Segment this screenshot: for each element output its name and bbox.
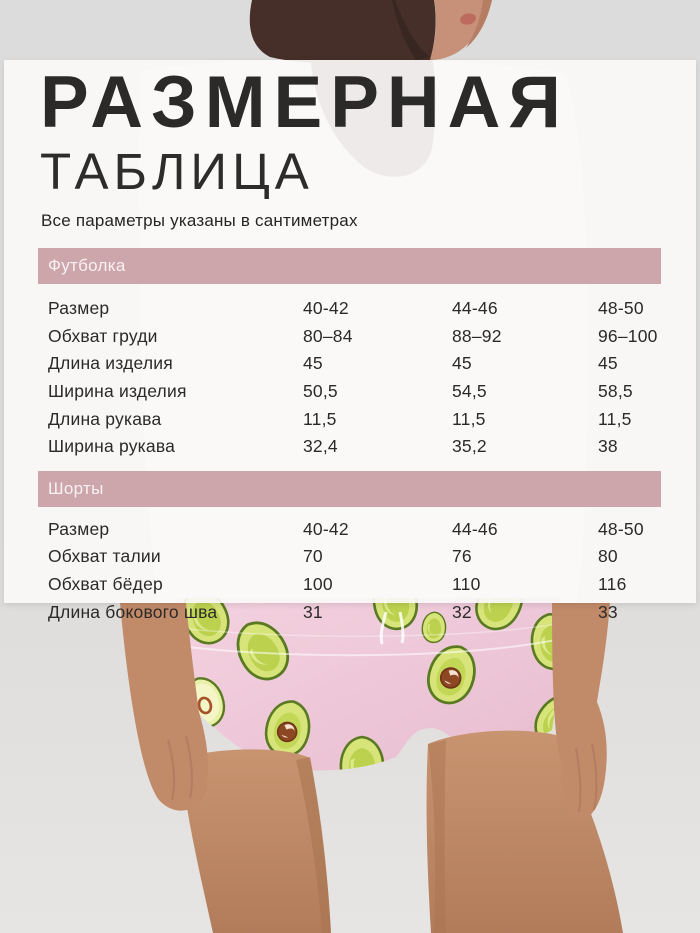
table-row: [38, 516, 661, 544]
row-value: 48-50: [598, 298, 644, 319]
row-value: 80–84: [303, 325, 353, 346]
table-row: [38, 323, 661, 351]
table-row: [38, 405, 661, 433]
row-label: Ширина рукава: [48, 436, 176, 457]
row-value: 110: [452, 574, 481, 595]
row-value: 88–92: [452, 325, 502, 346]
row-value: 33: [598, 601, 618, 622]
row-label: Обхват талии: [48, 546, 161, 567]
table-row: [38, 378, 661, 406]
row-label: Ширина изделия: [48, 381, 187, 402]
size-table-panel: [4, 60, 696, 622]
row-value: 11,5: [303, 408, 337, 429]
row-value: 31: [303, 601, 323, 622]
section-title: Футболка: [48, 256, 126, 275]
table-row: [38, 598, 661, 626]
row-value: 50,5: [303, 381, 338, 402]
row-value: 32: [452, 601, 472, 622]
row-value: 45: [452, 353, 472, 374]
table-row: [38, 295, 661, 323]
row-label: Обхват груди: [48, 325, 158, 346]
row-value: 54,5: [452, 381, 487, 402]
page-title: РАЗМЕРНАЯ: [40, 62, 569, 143]
row-value: 48-50: [598, 518, 644, 539]
row-value: 38: [598, 436, 618, 457]
row-value: 45: [303, 353, 323, 374]
row-value: 32,4: [303, 436, 338, 457]
table-row: [38, 571, 661, 599]
row-label: Обхват бёдер: [48, 574, 163, 595]
row-value: 58,5: [598, 381, 633, 402]
row-value: 44-46: [452, 298, 498, 319]
table-row: [38, 350, 661, 378]
row-label: Длина рукава: [48, 408, 162, 429]
row-value: 96–100: [598, 325, 658, 346]
row-label: Размер: [48, 518, 110, 539]
row-value: 116: [598, 574, 627, 595]
row-value: 40-42: [303, 518, 349, 539]
row-value: 80: [598, 546, 618, 567]
row-label: Размер: [48, 298, 110, 319]
row-value: 100: [303, 574, 333, 595]
table-row: [38, 543, 661, 571]
section-title: Шорты: [48, 478, 104, 498]
row-label: Длина изделия: [48, 353, 173, 374]
row-value: 44-46: [452, 518, 498, 539]
section-header-shorts: [38, 471, 661, 507]
row-value: 45: [598, 353, 618, 374]
row-value: 70: [303, 546, 323, 567]
row-value: 11,5: [598, 408, 632, 429]
page-title-second-line: ТАБЛИЦА: [40, 143, 314, 200]
row-value: 76: [452, 546, 472, 567]
row-value: 40-42: [303, 298, 349, 319]
row-value: 11,5: [452, 408, 486, 429]
row-value: 35,2: [452, 436, 487, 457]
row-label: Длина бокового шва: [48, 601, 218, 622]
tshirt-size-table: [38, 295, 661, 461]
table-row: [38, 433, 661, 461]
shorts-size-table: [38, 516, 661, 626]
section-header-tshirt: [38, 248, 661, 284]
units-note: Все параметры указаны в сантиметрах: [41, 211, 358, 230]
